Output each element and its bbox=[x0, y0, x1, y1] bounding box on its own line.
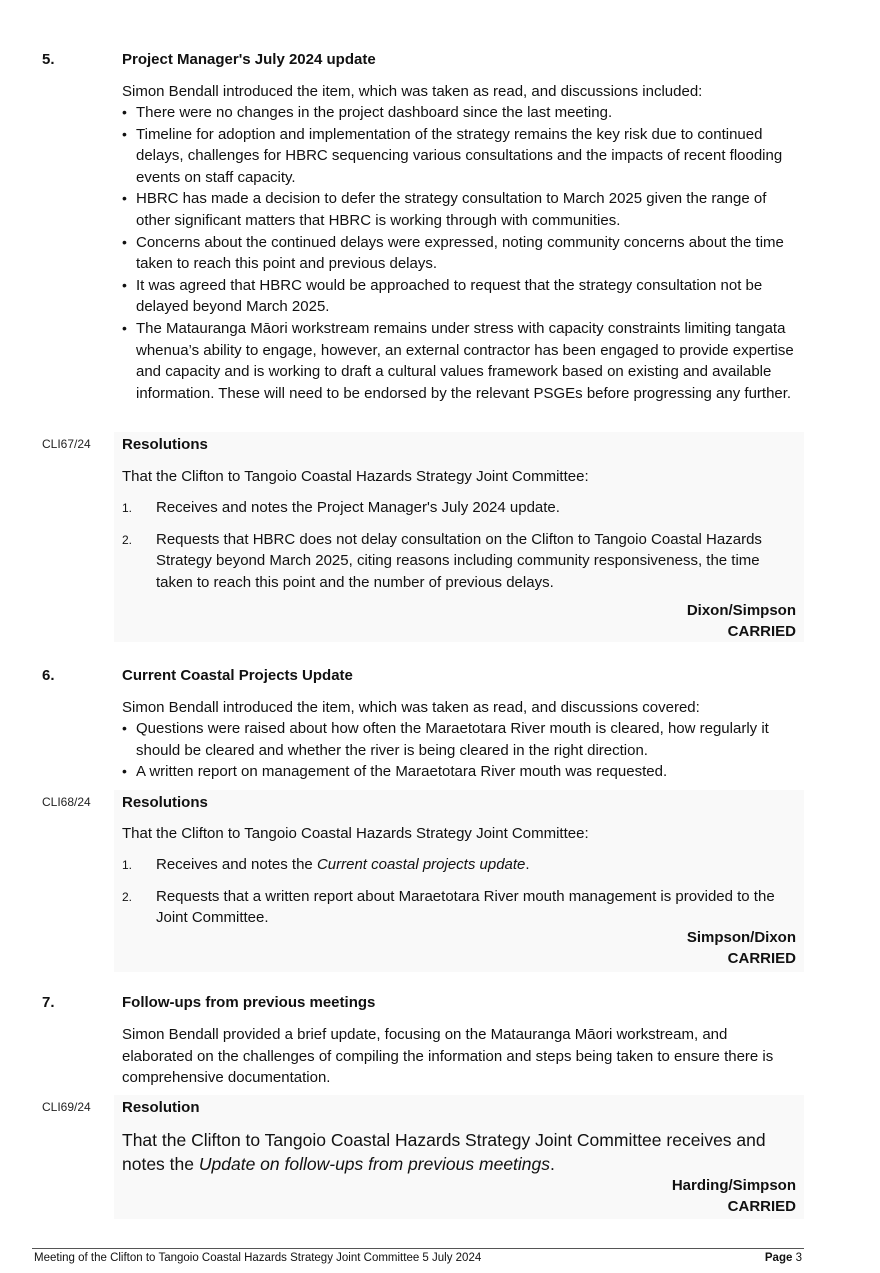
point-number: 1. bbox=[122, 858, 133, 872]
footer-meeting-title: Meeting of the Clifton to Tangoio Coastal Hazards Strategy Joint Committee 5 July 2024 bbox=[34, 1252, 482, 1264]
point-emphasis: Current coastal projects update bbox=[316, 856, 526, 873]
point-number: 2. bbox=[122, 889, 133, 904]
resolution-point bbox=[122, 854, 792, 876]
point-text-end: . bbox=[525, 856, 530, 873]
page-number: 3 bbox=[795, 1252, 802, 1264]
list-item: • Concerns about the continued delays were expressed, noting community concerns about the time taken to reach this point and previous delays. bbox=[122, 232, 802, 275]
list-item: • Timeline for adoption and implementation of the strategy remains the key risk due to continued delays, challenges for HBRC sequencing various consultations and the impacts of recent flooding events on staff capacity. bbox=[122, 124, 802, 189]
resolution-code: CLI67/24 bbox=[42, 437, 91, 451]
footer-divider bbox=[32, 1248, 804, 1249]
list-item: • The Matauranga Māori workstream remains under stress with capacity constraints limiting tangata whenua’s ability to engage, however, an external contractor has been engaged to provide expertise and capacity and is working to draft a cultural values framework based on existing and available information. These will need to be endorsed by the relevant PSGEs before progressing any further. bbox=[122, 318, 802, 404]
resolution-box bbox=[114, 790, 804, 972]
item-number: 7. bbox=[42, 994, 55, 1011]
resolution-lead: That the Clifton to Tangoio Coastal Hazards Strategy Joint Committee: bbox=[122, 468, 589, 485]
resolution-box bbox=[114, 1095, 804, 1219]
carried-label: CARRIED bbox=[727, 950, 796, 967]
mover-seconder: Simpson/Dixon bbox=[686, 929, 796, 946]
list-item: • HBRC has made a decision to defer the strategy consultation to March 2025 given the range of other significant matters that HBRC is working through with communities. bbox=[122, 188, 802, 231]
mover-seconder: Dixon/Simpson bbox=[686, 602, 796, 619]
page-label: Page bbox=[764, 1252, 793, 1264]
resolution-title: Resolutions bbox=[122, 794, 208, 811]
list-item: • Questions were raised about how often the Maraetotara River mouth is cleared, how regularly it should be cleared and whether the river is being cleared in the right direction. bbox=[122, 718, 802, 761]
point-number: 2. bbox=[122, 532, 133, 547]
item-title: Project Manager's July 2024 update bbox=[122, 51, 376, 68]
resolution-title: Resolutions bbox=[122, 436, 208, 453]
item-intro: Simon Bendall provided a brief update, focusing on the Matauranga Māori workstream, and elaborated on the challenges of compiling the information and steps being taken to ensure there is comprehensive documentation. bbox=[122, 1026, 774, 1086]
point-text: Receives and notes the bbox=[156, 856, 317, 873]
resolution-list bbox=[122, 497, 792, 593]
carried-label: CARRIED bbox=[727, 623, 796, 640]
carried-label: CARRIED bbox=[727, 1198, 796, 1215]
lead-text-end: . bbox=[550, 1154, 555, 1174]
point-text: Requests that a written report about Maraetotara River mouth management is provided to the Joint Committee. bbox=[156, 887, 775, 926]
list-item: • A written report on management of the Maraetotara River mouth was requested. bbox=[122, 761, 802, 783]
resolution-lead bbox=[122, 1128, 792, 1176]
resolution-point bbox=[122, 529, 792, 594]
resolution-point bbox=[122, 886, 792, 929]
point-text: Requests that HBRC does not delay consultation on the Clifton to Tangoio Coastal Hazards Strategy beyond March 2025, citing reasons including community responsiveness, the time taken to reach this point and the number of previous delays. bbox=[156, 530, 762, 591]
item-number: 6. bbox=[42, 667, 55, 684]
item-number: 5. bbox=[42, 51, 55, 68]
footer-page-number bbox=[765, 1252, 802, 1264]
resolution-code: CLI68/24 bbox=[42, 795, 91, 809]
point-text: Receives and notes the Project Manager's July 2024 update. bbox=[156, 499, 560, 516]
resolution-lead: That the Clifton to Tangoio Coastal Hazards Strategy Joint Committee: bbox=[122, 825, 589, 842]
resolution-title: Resolution bbox=[122, 1099, 200, 1116]
discussion-list bbox=[122, 718, 802, 783]
lead-text: That the Clifton to Tangoio Coastal Hazards Strategy Joint Committee receives and notes the bbox=[122, 1130, 766, 1174]
point-number: 1. bbox=[122, 501, 133, 515]
resolution-box bbox=[114, 432, 804, 642]
resolution-code: CLI69/24 bbox=[42, 1100, 91, 1114]
item-intro: Simon Bendall introduced the item, which was taken as read, and discussions covered: bbox=[122, 699, 700, 716]
lead-emphasis: Update on follow-ups from previous meetings bbox=[198, 1154, 551, 1174]
resolution-point bbox=[122, 497, 792, 519]
list-item: • It was agreed that HBRC would be approached to request that the strategy consultation not be delayed beyond March 2025. bbox=[122, 275, 802, 318]
discussion-list bbox=[122, 102, 802, 404]
item-title: Follow-ups from previous meetings bbox=[122, 994, 376, 1011]
item-intro: Simon Bendall introduced the item, which was taken as read, and discussions included: bbox=[122, 83, 703, 100]
mover-seconder: Harding/Simpson bbox=[671, 1177, 796, 1194]
resolution-list bbox=[122, 854, 792, 929]
list-item: • There were no changes in the project dashboard since the last meeting. bbox=[122, 102, 802, 124]
item-title: Current Coastal Projects Update bbox=[122, 667, 353, 684]
